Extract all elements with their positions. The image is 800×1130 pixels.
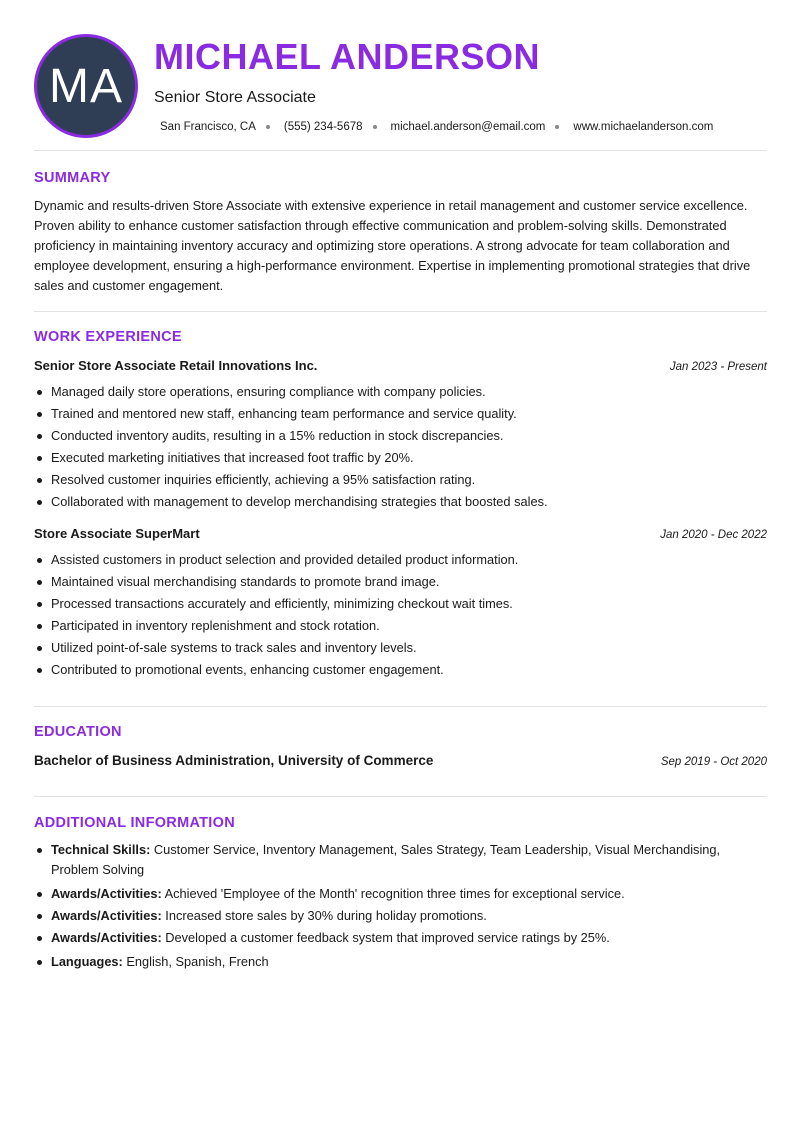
list-item: Executed marketing initiatives that increased foot traffic by 20%. [34, 447, 767, 469]
work-experience-heading: WORK EXPERIENCE [34, 329, 182, 345]
additional-info-list [34, 840, 767, 974]
list-item: Assisted customers in product selection and provided detailed product information. [34, 549, 767, 571]
list-item: Maintained visual merchandising standards to promote brand image. [34, 571, 767, 593]
avatar [34, 34, 138, 138]
separator-dot-icon [555, 125, 559, 129]
separator-dot-icon [373, 125, 377, 129]
separator-dot-icon [266, 125, 270, 129]
degree: Bachelor of Business Administration, University of Commerce [34, 753, 434, 768]
job-header [34, 526, 767, 541]
job-role: Store Associate SuperMart [34, 526, 200, 541]
item-label: Technical Skills: [51, 842, 151, 857]
divider [34, 311, 767, 312]
list-item [34, 884, 767, 904]
candidate-name: MICHAEL ANDERSON [154, 36, 541, 77]
list-item [34, 840, 767, 880]
job-bullet-list [34, 381, 767, 513]
education-entry [34, 753, 767, 768]
list-item: Managed daily store operations, ensuring compliance with company policies. [34, 381, 767, 403]
list-item: Conducted inventory audits, resulting in a 15% reduction in stock discrepancies. [34, 425, 767, 447]
divider [34, 150, 767, 151]
avatar-initials: MA [49, 59, 123, 113]
job-dates: Jan 2020 - Dec 2022 [660, 529, 767, 541]
contact-website[interactable]: www.michaelanderson.com [573, 121, 714, 133]
list-item [34, 952, 767, 972]
education-dates: Sep 2019 - Oct 2020 [660, 756, 767, 768]
item-text: Increased store sales by 30% during holiday promotions. [161, 908, 487, 923]
item-label: Awards/Activities: [51, 930, 162, 945]
list-item: Contributed to promotional events, enhancing customer engagement. [34, 659, 767, 681]
item-text: Customer Service, Inventory Management, Sales Strategy, Team Leadership, Visual Merchandising, Problem Solving [51, 842, 721, 877]
contact-phone: (555) 234-5678 [283, 121, 363, 133]
list-item: Resolved customer inquiries efficiently, achieving a 95% satisfaction rating. [34, 469, 767, 491]
list-item: Utilized point-of-sale systems to track sales and inventory levels. [34, 637, 767, 659]
summary-text: Dynamic and results-driven Store Associate with extensive experience in retail management and customer service excellence. Proven ability to enhance customer satisfaction through effective communication and problem-solving skills. Demonstrated proficiency in maintaining inventory accuracy and optimizing store operations. A strong advocate for team collaboration and employee development, ensuring a high-performance environment. Expertise in implementing promotional strategies that drive sales and customer engagement. [34, 198, 751, 293]
job-dates: Jan 2023 - Present [669, 361, 767, 373]
education-heading: EDUCATION [34, 724, 122, 740]
item-text: English, Spanish, French [122, 954, 269, 969]
contact-email[interactable]: michael.anderson@email.com [390, 121, 546, 133]
item-label: Awards/Activities: [51, 908, 162, 923]
job-header [34, 358, 767, 373]
list-item: Trained and mentored new staff, enhancing team performance and service quality. [34, 403, 767, 425]
list-item: Collaborated with management to develop merchandising strategies that boosted sales. [34, 491, 767, 513]
item-text: Developed a customer feedback system that improved service ratings by 25%. [161, 930, 610, 945]
list-item [34, 928, 767, 948]
list-item: Participated in inventory replenishment and stock rotation. [34, 615, 767, 637]
contact-location: San Francisco, CA [160, 121, 256, 133]
candidate-title: Senior Store Associate [154, 89, 316, 106]
summary-heading: SUMMARY [34, 170, 111, 186]
contact-line [160, 121, 713, 133]
divider [34, 706, 767, 707]
job-bullet-list [34, 549, 767, 681]
item-label: Languages: [51, 954, 123, 969]
resume-header [0, 0, 800, 150]
job-role: Senior Store Associate Retail Innovations Inc. [34, 358, 318, 373]
additional-info-heading: ADDITIONAL INFORMATION [34, 815, 235, 831]
item-text: Achieved 'Employee of the Month' recognition three times for exceptional service. [161, 886, 625, 901]
list-item: Processed transactions accurately and efficiently, minimizing checkout wait times. [34, 593, 767, 615]
divider [34, 796, 767, 797]
list-item [34, 906, 767, 926]
item-label: Awards/Activities: [51, 886, 162, 901]
